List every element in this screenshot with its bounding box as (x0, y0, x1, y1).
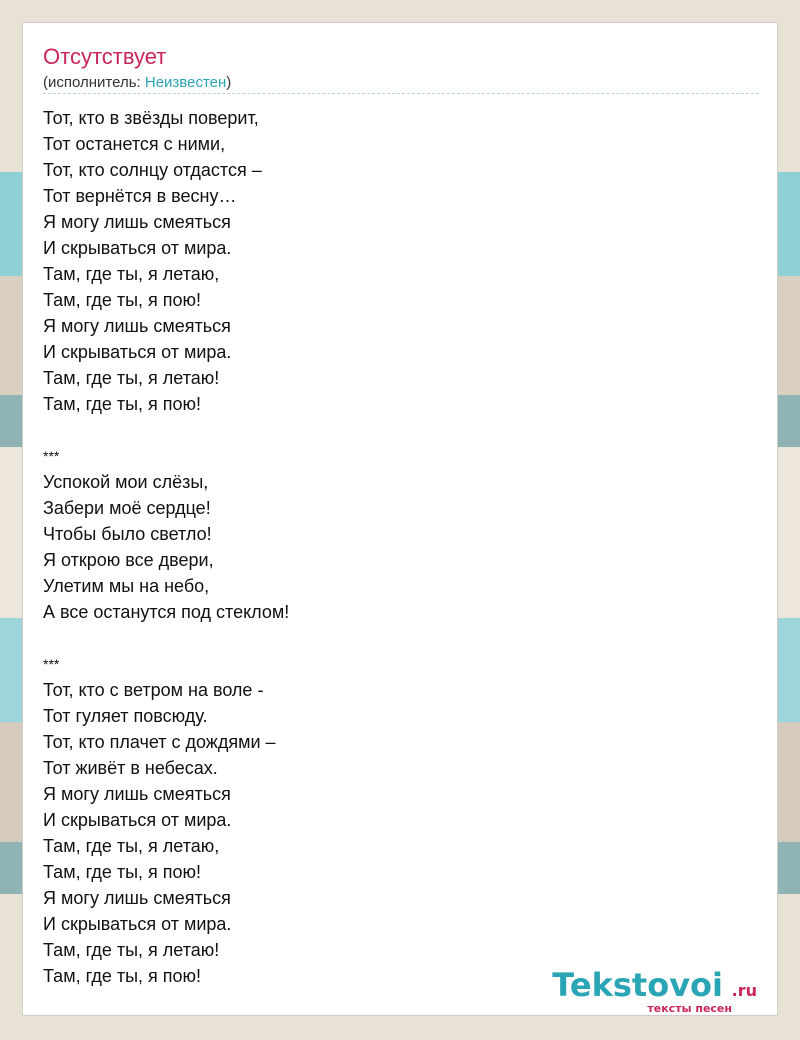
lyric-line: Там, где ты, я летаю! (43, 368, 220, 388)
lyric-line: Тот, кто в звёзды поверит, (43, 108, 259, 128)
lyric-line: Тот вернётся в весну… (43, 186, 237, 206)
lyric-line: Тот, кто с ветром на воле - (43, 680, 264, 700)
lyric-line: И скрываться от мира. (43, 238, 232, 258)
lyric-line: Я могу лишь смеяться (43, 784, 231, 804)
lyric-line: Там, где ты, я летаю, (43, 836, 220, 856)
lyric-line: Там, где ты, я летаю! (43, 940, 220, 960)
lyric-line: Тот, кто солнцу отдастся – (43, 160, 262, 180)
lyric-line: Там, где ты, я пою! (43, 966, 202, 986)
site-logo[interactable] (549, 967, 769, 1015)
artist-prefix: (исполнитель: (43, 74, 145, 91)
logo-tagline: тексты песен (647, 1002, 732, 1015)
lyric-line: Тот гуляет повсюду. (43, 706, 208, 726)
lyric-line: Я могу лишь смеяться (43, 316, 231, 336)
header-divider (43, 93, 759, 94)
lyric-line: Забери моё сердце! (43, 498, 211, 518)
lyric-line: Успокой мои слёзы, (43, 472, 209, 492)
lyric-line: А все останутся под стеклом! (43, 602, 290, 622)
lyric-line: И скрываться от мира. (43, 914, 232, 934)
lyric-line: Там, где ты, я пою! (43, 862, 202, 882)
lyric-line: Там, где ты, я пою! (43, 394, 202, 414)
lyric-line: Улетим мы на небо, (43, 576, 210, 596)
song-title: Отсутствует (43, 44, 167, 69)
lyric-line: Там, где ты, я пою! (43, 290, 202, 310)
artist-suffix: ) (226, 74, 232, 91)
lyric-line: Я открою все двери, (43, 550, 214, 570)
lyric-line: Тот останется с ними, (43, 134, 226, 154)
lyric-line: И скрываться от мира. (43, 810, 232, 830)
lyric-line: Тот, кто плачет с дождями – (43, 732, 276, 752)
stanza-separator: *** (43, 448, 60, 464)
lyric-line: Я могу лишь смеяться (43, 888, 231, 908)
stanza-separator: *** (43, 656, 60, 672)
lyric-line: Чтобы было светло! (43, 524, 212, 544)
artist-link[interactable]: Неизвестен (144, 74, 227, 91)
artist-line (43, 73, 231, 93)
lyric-line: Я могу лишь смеяться (43, 212, 231, 232)
lyric-line: И скрываться от мира. (43, 342, 232, 362)
lyrics-card (22, 22, 778, 1016)
logo-wordmark: Tekstovoi (552, 966, 723, 1004)
lyric-line: Тот живёт в небесах. (43, 758, 218, 778)
logo-tld: .ru (731, 981, 757, 1000)
lyric-line: Там, где ты, я летаю, (43, 264, 220, 284)
stanza-gap (43, 417, 289, 443)
stanza-gap (43, 625, 289, 651)
lyrics-text (43, 105, 289, 989)
